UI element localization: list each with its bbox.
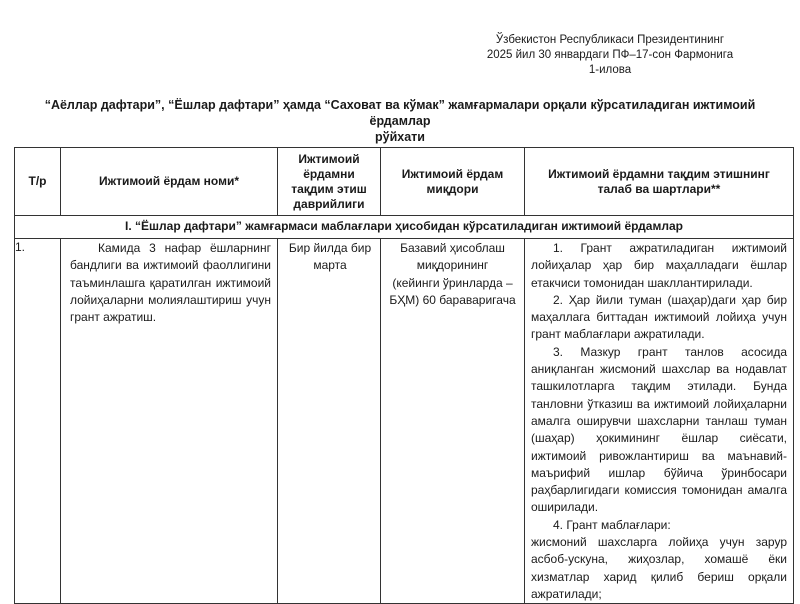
table-row	[15, 239, 794, 604]
condition-paragraph-3: 3. Мазкур грант танлов асосида аниқланган жисмоний шахслар ва нодавлат ташкилотларга тақдим этилади. Бунда танловни ўтказиш ва ижтимоий лойиҳаларни амалга оширувчи шахсларни танлаш туман (шаҳар) ҳокимининг ёшлар сиёсати, ижтимоий ривожлантириш ва маънавий-маърифий ишлар бўйича ўринбосари раҳбарлигидаги комиссия томонидан амалга оширилади.	[531, 344, 787, 515]
header-conditions-line-2: талаб ва шартлари**	[597, 181, 721, 196]
title-line-1: “Аёллар дафтари”, “Ёшлар дафтари” ҳамда “Саховат ва кўмак” жамғармалари орқали кўрсатиладиган ижтимоий ёрдамлар	[44, 98, 756, 128]
title-line-2: рўйхати	[375, 130, 425, 144]
row-conditions	[525, 239, 793, 603]
annex-line-2: 2025 йил 30 январдаги ПФ–17-сон Фармонига	[486, 49, 734, 61]
annex-note	[445, 33, 775, 78]
row-amount-line-1: Базавий ҳисоблаш миқдорининг	[400, 241, 505, 273]
condition-paragraph-4: 4. Грант маблағлари:	[553, 517, 671, 532]
row-period: Бир йилда бир марта	[288, 241, 372, 273]
header-name: Ижтимоий ёрдам номи*	[61, 148, 278, 216]
section-row	[15, 216, 794, 239]
document-title	[30, 97, 770, 145]
table-header-row	[15, 148, 794, 216]
section-title: I. “Ёшлар дафтари” жамғармаси маблағлари ҳисобидан кўрсатиладиган ижтимоий ёрдамлар	[15, 216, 794, 239]
annex-line-1: Ўзбекистон Республикаси Президентининг	[495, 34, 725, 46]
row-amount	[381, 239, 524, 309]
row-aid-name: Камида 3 нафар ёшларнинг бандлиги ва ижтимоий фаоллигини таъминлашга қаратилган ижтимоий лойиҳаларни молиялаштириш учун грант ажратиш.	[70, 241, 271, 325]
condition-paragraph-1: 1. Грант ажратиладиган ижтимоий лойиҳалар ҳар бир маҳалладаги ёшлар етакчиси томонидан шакллантирилади.	[531, 241, 787, 290]
condition-paragraph-5: жисмоний шахсларга лойиҳа учун зарур асбоб-ускуна, жиҳозлар, хомашё ёки хизматлар харид қилиб бериш орқали ажратилади;	[531, 535, 787, 601]
header-conditions	[525, 148, 794, 216]
header-amount: Ижтимоий ёрдам миқдори	[381, 148, 525, 216]
row-amount-line-2: (кейинги ўринларда – БҲМ) 60 бараваригача	[389, 275, 516, 307]
condition-paragraph-2: 2. Ҳар йили туман (шаҳар)даги ҳар бир маҳаллага биттадан ижтимоий лойиҳа учун грант маблағлари ажратилади.	[531, 292, 787, 342]
header-period: Ижтимоий ёрдамни тақдим этиш даврийлиги	[278, 148, 381, 216]
header-conditions-line-1: Ижтимоий ёрдамни тақдим этишнинг	[548, 166, 770, 181]
aid-table	[14, 147, 794, 604]
header-number: Т/р	[15, 148, 61, 216]
annex-line-3: 1-илова	[588, 64, 632, 76]
row-number: 1.	[15, 239, 61, 604]
